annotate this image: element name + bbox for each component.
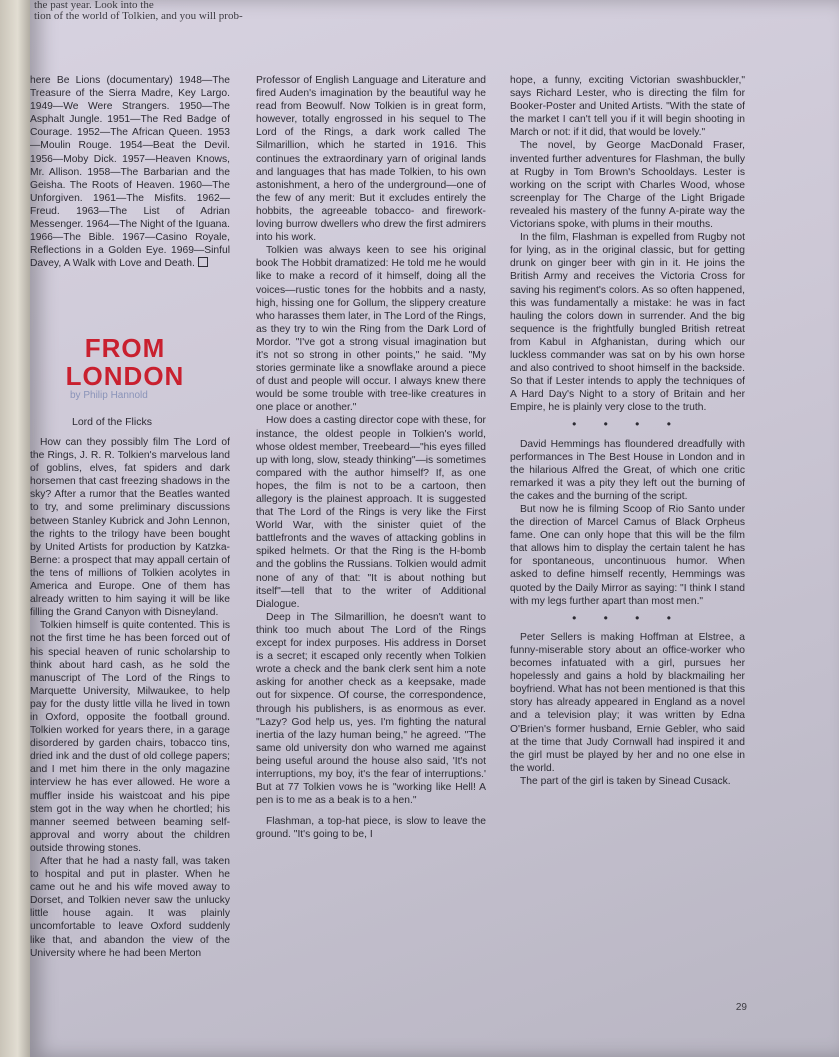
paragraph: How can they possibly film The Lord of the Rings, J. R. R. Tolkien's marvelous land of goblins, elves, fat spiders and dark horsemen that cast freezing shadows in the sky? After a rumor that the Beatles wanted to try, and some preliminary discussions between Stanley Kubrick and John Lennon, the rights to the trilogy have been bought by United Artists for production by Katzka-Berne: a prospect that may appall certain of the tens of millions of Tolkien acolytes in America and Europe. One of them has already written to him saying it will be like filling the Grand Canyon with Disneyland. <box>30 437 230 619</box>
paragraph: The novel, by George MacDonald Fraser, invented further adventures for Flashman, the bully at Rugby in Tom Brown's Schooldays. Lester is working on the script with Charles Wood, whose screenplay for The Charge of the Light Brigade revealed his mastery of the funny A-pirate way the Victorians spoke, with plums in their mouths. <box>510 140 745 231</box>
column-1-top <box>30 74 230 270</box>
paragraph: Professor of English Language and Literature and fired Auden's imagination by the beautiful way he read from Beowulf. Now Tolkien is in great form, however, totally engrossed in his sequel to The Lord of the Rings, a dark work called The Silmarillion, which he started in 1916. This continues the extraordinary yarn of original lands and languages that has made Tolkien, to his own astonishment, a hero of the underground—one of the few of any merit: But it excludes entirely the hobbits, the agreeable tobacco- and firework-loving burrow dwellers who drew the first admirers into his work. <box>256 75 486 244</box>
paragraph: Deep in The Silmarillion, he doesn't want to think too much about The Lord of the Rings except for index purposes. His address in Dorset is a secret; it escaped only recently when Tolkien wrote a check and the bank clerk sent him a note asking for another check as a keepsake, made out for sixpence. Of course, the correspondence, through his publishers, is as enormous as ever. "Lazy? God help us, yes. I'm fighting the natural inertia of the lazy human being," he agreed. "The same old university don who warned me against being useful around the house also said, 'It's not interruptions, my boy, it's the fear of interruptions.' But at 77 Tolkien vows he is "working like Hell! A pen is to me as a beak is to a hen." <box>256 611 486 807</box>
paragraph: David Hemmings has floundered dreadfully with performances in The Best House in London and in the hilarious Alfred the Great, of which one critic remarked it was a pity they left out the burning of the cakes and the burning of the script. <box>510 438 745 502</box>
section-separator: • • • • <box>572 417 683 432</box>
paragraph: Flashman, a top-hat piece, is slow to leave the ground. "It's going to be, I <box>256 816 486 841</box>
top-cut-line: tion of the world of Tolkien, and you will prob- <box>34 10 243 22</box>
paragraph: Tolkien himself is quite contented. This is not the first time he has been forced out of his special heaven of runic scholarship to think about hard cash, as he sold the manuscript of The Lord of the Rings to Marquette University, Milwaukee, to help pay for the dusty little villa he lived in town in Oxford, opposite the football ground. Tolkien worked for years there, in a garage disordered by garden chairs, tobacco tins, dried ink and the dust of old college papers; and I met him there in the only magazine interview he has ever allowed. He wore a muffler inside his waistcoat and his pipe stem got in the way when he chortled; his manner seemed between beaming self-approval and worry about the children outside throwing stones. <box>30 620 230 854</box>
column-2 <box>256 74 486 841</box>
end-mark-icon <box>198 257 208 267</box>
top-cut-text <box>30 0 394 22</box>
paragraph: But now he is filming Scoop of Rio Santo under the direction of Marcel Camus of Black Orpheus fame. One can only hope that this will be the film that allows him to display the certain talent he has for spontaneous, uncontinuous humor. When asked to define himself recently, Hemmings was quoted by the Daily Mirror as saying: "I think I stand with my legs further apart than most men." <box>510 504 745 607</box>
column-1-body <box>30 436 230 960</box>
paragraph: How does a casting director cope with these, for instance, the oldest people in Tolkien's world, whose oldest member, Treebeard—"his eyes filled up with long, slow, steady thinking"—is sometimes compared with the author himself? If, as one hopes, the film is not to be a cartoon, then allegory is the plainest approach. It is suggested that The Lord of the Rings is very like the First World War, with the sinister quiet of the battlefronts and the waves of attacking goblins in spiked helmets. Or that the Ring is the H-bomb and the goblins the Russians. Tolkien would admit none of any of that: "It is about nothing but itself"—tell that to the writer of Additional Dialogue. <box>256 415 486 610</box>
article-title: FROM LONDON <box>65 333 185 391</box>
paragraph: Peter Sellers is making Hoffman at Elstree, a funny-miserable story about an office-worker who becomes infatuated with a girl, pursues her hopelessly and gains a hold by blackmailing her boyfriend. What has not been mentioned is that this story has already appeared in England as a novel and a television play; it was written by Edna O'Brien's former husband, Ernie Gebler, who said at the time that Judy Cornwall had inspired it and the girl must be played by her and no one else in the world. <box>510 631 745 774</box>
column-3 <box>510 74 745 788</box>
paragraph: The part of the girl is taken by Sinead Cusack. <box>520 775 731 787</box>
paragraph: hope, a funny, exciting Victorian swashbuckler," says Richard Lester, who is directing the film for Booker-Poster and United Artists. "With the state of the market I can't tell you if it will begin shooting in March or not: if it did, that would be lovely." <box>510 75 745 139</box>
paragraph: Tolkien was always keen to see his original book The Hobbit dramatized: He told me he would like to make a record of it himself, doing all the voices—rustic tones for the hobbits and a nasty, high, hissing one for Gollum, the slippery creature who harasses them later, in The Lord of the Rings, as they try to win the Ring from the Dark Lord of Mordor. "I've got a strong visual imagination but it's not so strong in other points," he said. "My stories germinate like a snowflake around a piece of dust and people will occur. I always knew there would be some trouble with tree-like creatures in one place or another." <box>256 245 486 414</box>
paragraph: After that he had a nasty fall, was taken to hospital and put in plaster. When he came out he and his wife moved away to Dorset, and Tolkien never saw the unlucky little house again. It was plainly uncomfortable to leave Oxford suddenly like that, and abandon the view of the University where he had been Merton <box>30 856 230 959</box>
top-cut-line: the past year. Look into the <box>34 0 154 11</box>
section-separator: • • • • <box>572 610 683 625</box>
filmography-text: here Be Lions (documentary) 1948—The Treasure of the Sierra Madre, Key Largo. 1949—We Were Strangers. 1950—The Asphalt Jungle. 1951—The Red Badge of Courage. 1952—The African Queen. 1953—Moulin Rouge. 1954—Beat the Devil. 1956—Moby Dick. 1957—Heaven Knows, Mr. Allison. 1958—The Barbarian and the Geisha. The Roots of Heaven. 1960—The Unforgiven. 1961—The Misfits. 1962—Freud. 1963—The List of Adrian Messenger. 1964—The Night of the Iguana. 1966—The Bible. 1967—Casino Royale, Reflections in a Golden Eye. 1969—Sinful Davey, A Walk with Love and Death. <box>30 75 230 270</box>
paragraph: In the film, Flashman is expelled from Rugby not for lying, as in the original classic, but for getting drunk on ginger beer with gin in it. He joins the British Army and receives the Victoria Cross for saving his regiment's colors. As so often happened, this was fundamentally a mistake: he was in fact hauling the colors down in surrender. And the big sequence is the frightfully bungled British retreat from Kabul in Afghanistan, during which our luckless commander was sat on by his own horse and also contrived to shoot himself in the backside. So that if Lester intends to apply the techniques of A Hard Day's Night to a story of Britain and her Empire, he is plainly very close to the truth. <box>510 232 745 414</box>
binding-edge <box>0 0 32 1057</box>
article-byline: by Philip Hannold <box>70 390 148 401</box>
page-number: 29 <box>735 1002 747 1013</box>
article-subhead: Lord of the Flicks <box>72 416 152 428</box>
magazine-page <box>30 0 839 1057</box>
